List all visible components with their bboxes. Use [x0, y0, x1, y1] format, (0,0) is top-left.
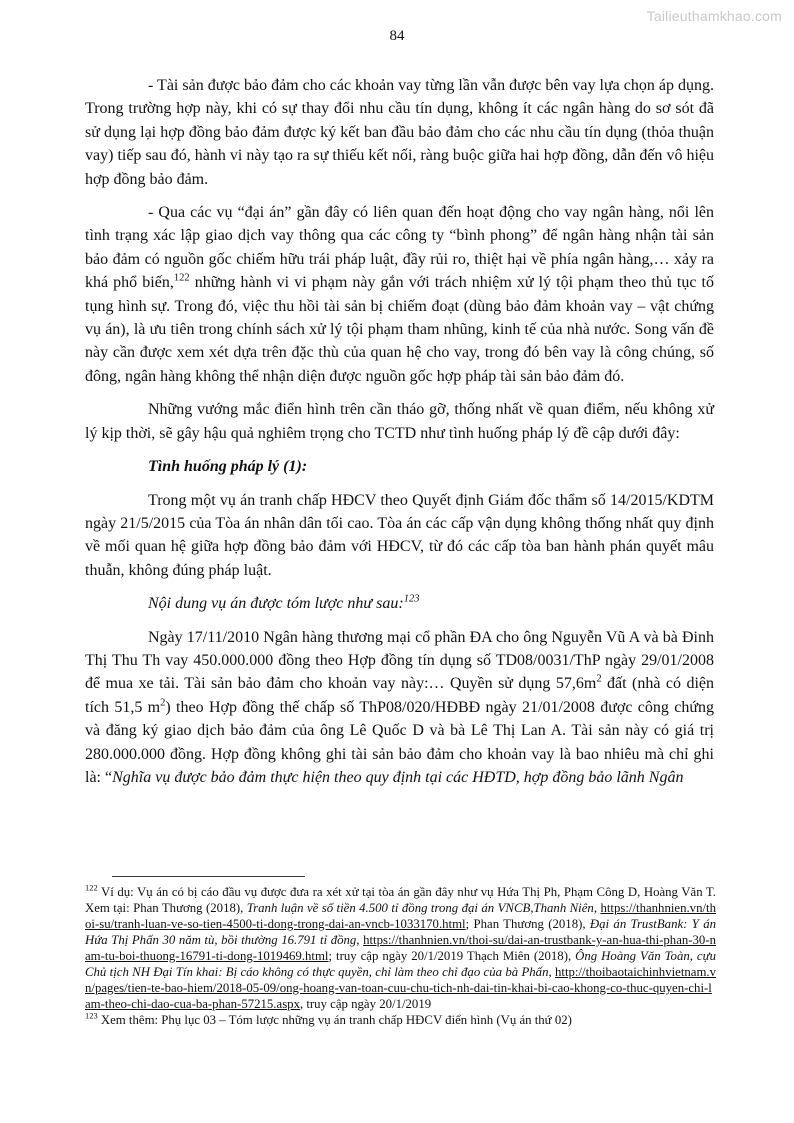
text-run: Nội dung vụ án được tóm lược như sau: — [148, 595, 404, 613]
text-run: Xem thêm: Phụ lục 03 – Tóm lược những vụ án tranh chấp HĐCV điển hình (Vụ án thứ 02) — [97, 1013, 572, 1027]
text-run: Tranh luận về số tiền 4.500 tỉ đồng trong đại án VNCB,Thanh Niên, — [246, 901, 598, 915]
footnote-reference: 123 — [403, 593, 420, 605]
text-run: - Tài sản được bảo đảm cho các khoản vay từng lần vẫn được bên vay lựa chọn áp dụng. Trong trường hợp này, khi có sự thay đổi nhu cầu tín dụng, không ít các ngân hàng do sơ sót đã sử dụng lại hợp đồng bảo đảm được ký kết ban đầu bảo đảm cho các nhu cầu tín dụng (thỏa thuận vay) tiếp sau đó, hành vi này tạo ra sự thiếu kết nối, ràng buộc giữa hai hợp đồng, dẫn đến vô hiệu hợp đồng bảo đảm. — [85, 77, 714, 188]
text-run: ; truy cập ngày 20/1/2019 Thạch Miên (2018), — [328, 949, 576, 963]
text-run: - Qua các vụ “đại án” gần đây có liên quan đến hoạt động cho vay ngân hàng, nổi lên tình trạng xác lập giao dịch vay thông qua các công ty “bình phong” để ngân hàng nhận tài sản bảo đảm có nguồn gốc chiếm hữu trái pháp luật, đầy rủi ro, thiệt hại về phía ngân hàng,… xảy ra khá phổ biến, — [85, 204, 714, 292]
footnote-separator — [112, 876, 305, 877]
text-run: những hành vi vi phạm này gắn với trách nhiệm xử lý tội phạm theo thủ tục tố tụng hình sự. Trong đó, việc thu hồi tài sản bị chiếm đoạt (dùng bảo đảm khoản vay – vật chứng vụ án), là ưu tiên trong chính sách xử lý tội phạm tham nhũng, kinh tế của nhà nước. Song vấn đề này cần được xem xét dựa trên đặc thù của quan hệ cho vay, trong đó bên vay là công chúng, số đông, ngân hàng không thể nhận diện được nguồn gốc hợp pháp tài sản bảo đảm đó. — [85, 274, 715, 385]
text-run: ) theo Hợp đồng thế chấp số ThP08/020/HĐBĐ ngày 21/01/2008 được công chứng và đăng ký giao dịch bảo đảm của ông Lê Quốc D và bà Lê Thị Lan A. Tài sản này có giá trị 280.000.000 đồng. Hợp đồng không ghi tài sản bảo đảm cho khoản vay là bao nhiêu mà chỉ ghi là: “ — [85, 698, 714, 786]
page-number: 84 — [389, 28, 405, 44]
text-run: đất (nhà có diện tích 51,5 m — [85, 675, 715, 716]
footnote-reference: 123 — [85, 1010, 98, 1021]
text-run: , truy cập ngày 20/1/2019 — [299, 997, 432, 1011]
text-run: Ông Hoàng Văn Toàn, cựu Chủ tịch NH Đại Tín khai: Bị cáo không có thực quyền, chỉ làm theo chỉ đạo của bà Phấn, — [85, 949, 716, 979]
footnote-reference: 122 — [173, 272, 190, 284]
footnote-link[interactable]: https://thanhnien.vn/thoi-su/tranh-luan-ve-so-tien-4500-ti-dong-trong-dai-an-vncb-1033170.html — [85, 901, 716, 931]
footnote-reference: 2 — [160, 697, 166, 709]
footnote-122 — [85, 884, 716, 1012]
footnote-link[interactable]: http://thoibaotaichinhvietnam.vn/pages/tien-te-bao-hiem/2018-05-09/ong-hoang-van-toan-cuu-chu-tich-nh-dai-tin-khai-bi-cao-khong-co-thuc-quyen-chi-lam-theo-chi-dao-cua-ba-phan-57215.aspx — [85, 965, 717, 1011]
watermark: Tailieuthamkhao.com — [646, 8, 782, 24]
text-run: Đại án TrustBank: Y án Hứa Thị Phấn 30 năm tù, bồi thường 16.791 tỉ đồng, — [85, 917, 716, 947]
case-summary-lead — [85, 592, 714, 615]
footnote-123 — [85, 1012, 716, 1028]
case-heading — [85, 455, 714, 478]
text-run: ; Phan Thương (2018), — [465, 917, 590, 931]
page-content — [85, 74, 714, 799]
text-run: Nghĩa vụ được bảo đảm thực hiện theo quy định tại các HĐTD, hợp đồng bảo lãnh Ngân — [112, 768, 684, 786]
paragraph-2 — [85, 201, 714, 388]
text-run: Trong một vụ án tranh chấp HĐCV theo Quyết định Giám đốc thẩm số 14/2015/KDTM ngày 21/5/2015 của Tòa án nhân dân tối cao. Tòa án các cấp vận dụng không thống nhất quy định về mối quan hệ giữa hợp đồng bảo đảm với HĐCV, từ đó các cấp tòa ban hành phán quyết mâu thuẫn, không đúng pháp luật. — [85, 491, 714, 579]
paragraph-4 — [85, 489, 714, 583]
paragraph-1 — [85, 74, 714, 191]
footnotes-section — [85, 876, 716, 1028]
paragraph-3 — [85, 398, 714, 445]
paragraph-5 — [85, 626, 714, 790]
footnote-reference: 2 — [596, 674, 602, 686]
footnote-link[interactable]: https://thanhnien.vn/thoi-su/dai-an-trustbank-y-an-hua-thi-phan-30-nam-tu-boi-thuong-16791-ti-dong-1019469.html — [85, 933, 716, 963]
text-run: Ngày 17/11/2010 Ngân hàng thương mại cổ phần ĐA cho ông Nguyễn Vũ A và bà Đinh Thị Thu Th vay 450.000.000 đồng theo Hợp đồng tín dụng số TD08/0031/ThP ngày 29/01/2008 để mua xe tải. Tài sản bảo đảm cho khoản vay này:… Quyền sử dụng 57,6m — [85, 628, 714, 693]
text-run: Tình huống pháp lý (1): — [148, 458, 308, 476]
text-run: Những vướng mắc điển hình trên cần tháo gỡ, thống nhất về quan điểm, nếu không xử lý kịp thời, sẽ gây hậu quả nghiêm trọng cho TCTD như tình huống pháp lý đề cập dưới đây: — [85, 401, 714, 442]
footnote-reference: 122 — [85, 882, 98, 893]
text-run: Ví dụ: Vụ án có bị cáo đầu vụ được đưa ra xét xử tại tòa án gần đây như vụ Hứa Thị Ph, Phạm Công D, Hoàng Văn T. Xem tại: Phan Thương (2018), — [85, 885, 716, 915]
